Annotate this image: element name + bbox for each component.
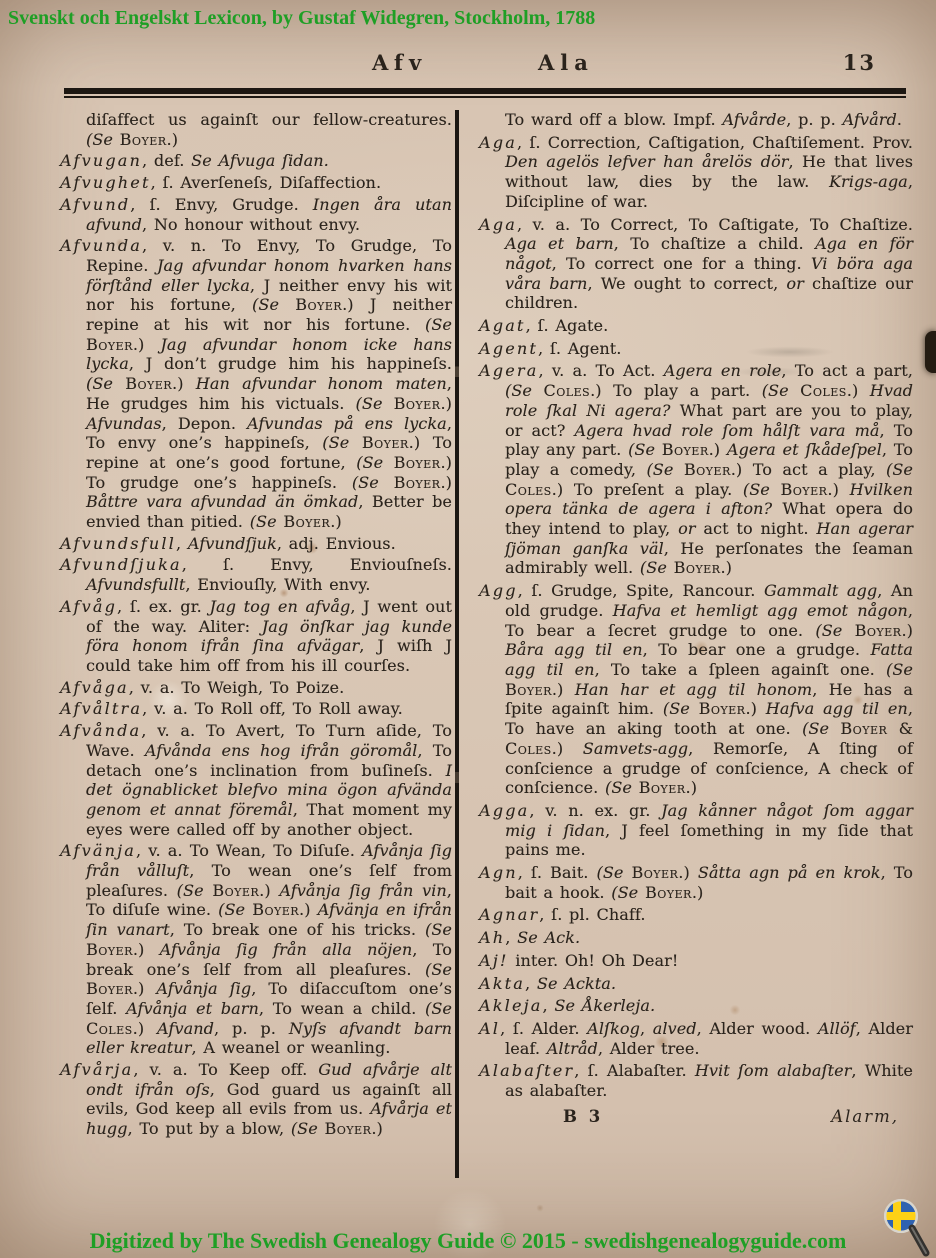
running-head-right: Ala [538,50,594,75]
dictionary-entry: Afvugan, def. Se Afvuga ſidan. [60,151,329,171]
dictionary-entry: Afvårja, v. a. To Keep off. Gud afvårje alt ondt ifrån oſs, God guard us againſt all evils, God keep all evils from us. Afvårja et hugg, To put by a blow, (Se Boyer.) [60,1060,453,1139]
dictionary-entry: diſaffect us againſt our fellow-creatures. (Se Boyer.) [86,110,452,149]
page-body [60,110,913,1141]
right-column-entries [479,110,913,1101]
dictionary-entry: Afvänja, v. a. To Wean, To Diſuſe. Afvånja ſig från vålluſt, To wean one’s ſelf from pleaſures. (Se Boyer.) Afvånja ſig från vin, To diſuſe wine. (Se Boyer.) Afvänja en ifrån ſin vanart, To break one of his tricks. (Se Boyer.) Afvånja ſig från alla nöjen, To break one’s ſelf from all pleaſures. (Se Boyer.) Afvånja ſig, To diſaccuſtom one’s ſelf. Afvånja et barn, To wean a child. (Se Coles.) Afvand, p. p. Nyſs afvandt barn eller kreatur, A weanel or weanling. [60,841,453,1058]
dictionary-entry: Afvughet, ſ. Averſeneſs, Diſaffection. [60,173,382,193]
dictionary-entry: Afvåg, ſ. ex. gr. Jag tog en afvåg, J went out of the way. Aliter: Jag önſkar jag kunde föra honom ifrån ſina afvägar, J wiſh J could take him off from his ill courſes. [60,596,453,675]
digitizer-header: Svenskt och Engelskt Lexicon, by Gustaf Widegren, Stockholm, 1788 [8,7,596,29]
swedish-flag-magnifier-icon [880,1196,932,1258]
dictionary-entry: Agn, ſ. Bait. (Se Boyer.) Såtta agn på en krok, To bait a hook. (Se Boyer.) [479,863,913,902]
digitizer-footer-text: Digitized by The Swedish Genealogy Guide © 2015 - swedishgenealogyguide.com [89,1228,847,1253]
dictionary-entry: Alabaſter, ſ. Alabaſter. Hvit ſom alabaſter, White as alabaſter. [479,1061,914,1101]
running-head [0,50,936,78]
catchword: Alarm, [831,1106,899,1126]
header-rule [64,88,906,98]
scan-artifact [925,331,936,373]
dictionary-entry: To ward off a blow. Impf. Afvårde, p. p. Afvård. [505,110,902,129]
dictionary-entry: Agg, ſ. Grudge, Spite, Rancour. Gammalt agg, An old grudge. Hafva et hemligt agg emot någon, To bear a ſecret grudge to one. (Se Boyer.) Båra agg til en, To bear one a grudge. Fatta agg til en, To take a ſpleen againſt one. (Se Boyer.) Han har et agg til honom, He has a ſpite againſt him. (Se Boyer.) Hafva agg til en, To have an aking tooth at one. (Se Boyer & Coles.) Samvets-agg, Remorſe, A ſting of conſcience a grudge of conſcience, A check of conſcience. (Se Boyer.) [479,581,913,798]
dictionary-entry: Agat, ſ. Agate. [479,316,609,336]
running-head-left: Afv [372,50,428,75]
dictionary-entry: Afvåga, v. a. To Weigh, To Poize. [60,677,345,697]
left-column [60,110,452,1141]
dictionary-entry: Afvånda, v. a. To Avert, To Turn aſide, To Wave. Afvånda ens hog ifrån göromål, To detach one’s inclination from buſineſs. I det ögnablicket blefvo mina ögon afvända genom et annat föremål, That moment my eyes were called off by another object. [60,721,453,839]
dictionary-entry: Ah, Se Ack. [479,928,581,948]
dictionary-entry: Agga, v. n. ex. gr. Jag kånner något ſom aggar mig i ſidan, J feel ſomething in my ſide that pains me. [479,800,914,860]
dictionary-entry: Afvund, ſ. Envy, Grudge. Ingen åra utan afvund, No honour without envy. [60,194,452,234]
dictionary-entry: Aj! inter. Oh! Oh Dear! [479,950,679,970]
signature-mark: B 3 [563,1106,604,1126]
dictionary-entry: Akta, Se Ackta. [479,973,617,993]
dictionary-entry: Aga, ſ. Correction, Caſtigation, Chaſtiſement. Prov. Den agelös lefver han årelös dör, He that lives without law, dies by the law. Krigs-aga, Diſcipline of war. [479,132,914,211]
dictionary-entry: Al, ſ. Alder. Alſkog, alved, Alder wood. Allöf, Alder leaf. Altråd, Alder tree. [479,1018,913,1058]
right-column [479,110,913,1141]
digitizer-footer [0,1228,936,1254]
dictionary-entry: Aga, v. a. To Correct, To Caſtigate, To Chaſtize. Aga et barn, To chaſtize a child. Aga en för något, To correct one for a thing. Vi böra aga våra barn, We ought to correct, or chaſtize our children. [479,214,914,313]
dictionary-entry: Afvundſjuka, ſ. Envy, Enviouſneſs. Afvundsfullt, Enviouſly, With envy. [60,555,452,595]
dictionary-entry: Afvåltra, v. a. To Roll off, To Roll away. [60,699,403,719]
dictionary-entry: Afvundsfull, Afvundſjuk, adj. Envious. [60,533,396,553]
dictionary-entry: Akleja, Se Åkerleja. [479,996,656,1016]
dictionary-entry: Afvunda, v. n. To Envy, To Grudge, To Repine. Jag afvundar honom hvarken hans förſtånd eller lycka, J neither envy his wit nor his fortune, (Se Boyer.) J neither repine at his wit nor his fortune. (Se Boyer.) Jag afvundar honom icke hans lycka, J don’t grudge him his happineſs. (Se Boyer.) Han afvundar honom maten, He grudges him his victuals. (Se Boyer.) Afvundas, Depon. Afvundas på ens lycka, To envy one’s happineſs, (Se Boyer.) To repine at one’s good fortune, (Se Boyer.) To grudge one’s happineſs. (Se Boyer.) Båttre vara afvundad än ömkad, Better be envied than pitied. (Se Boyer.) [60,236,452,532]
page-number: 13 [842,50,876,75]
dictionary-entry: Agent, ſ. Agent. [479,338,622,358]
signature-row [479,1104,913,1127]
dictionary-entry: Agera, v. a. To Act. Agera en role, To act a part, (Se Coles.) To play a part. (Se Coles.) Hvad role ſkal Ni agera? What part are you to play, or act? Agera hvad role ſom hålſt vara må, To play any part. (Se Boyer.) Agera et ſkådeſpel, To play a comedy, (Se Boyer.) To act a play, (Se Coles.) To preſent a play. (Se Boyer.) Hvilken opera tänka de agera i afton? What opera do they intend to play, or act to night. Han agerar ſjöman ganſka väl, He perſonates the ſeaman admirably well. (Se Boyer.) [479,361,914,578]
dictionary-entry: Agnar, ſ. pl. Chaff. [479,905,646,925]
